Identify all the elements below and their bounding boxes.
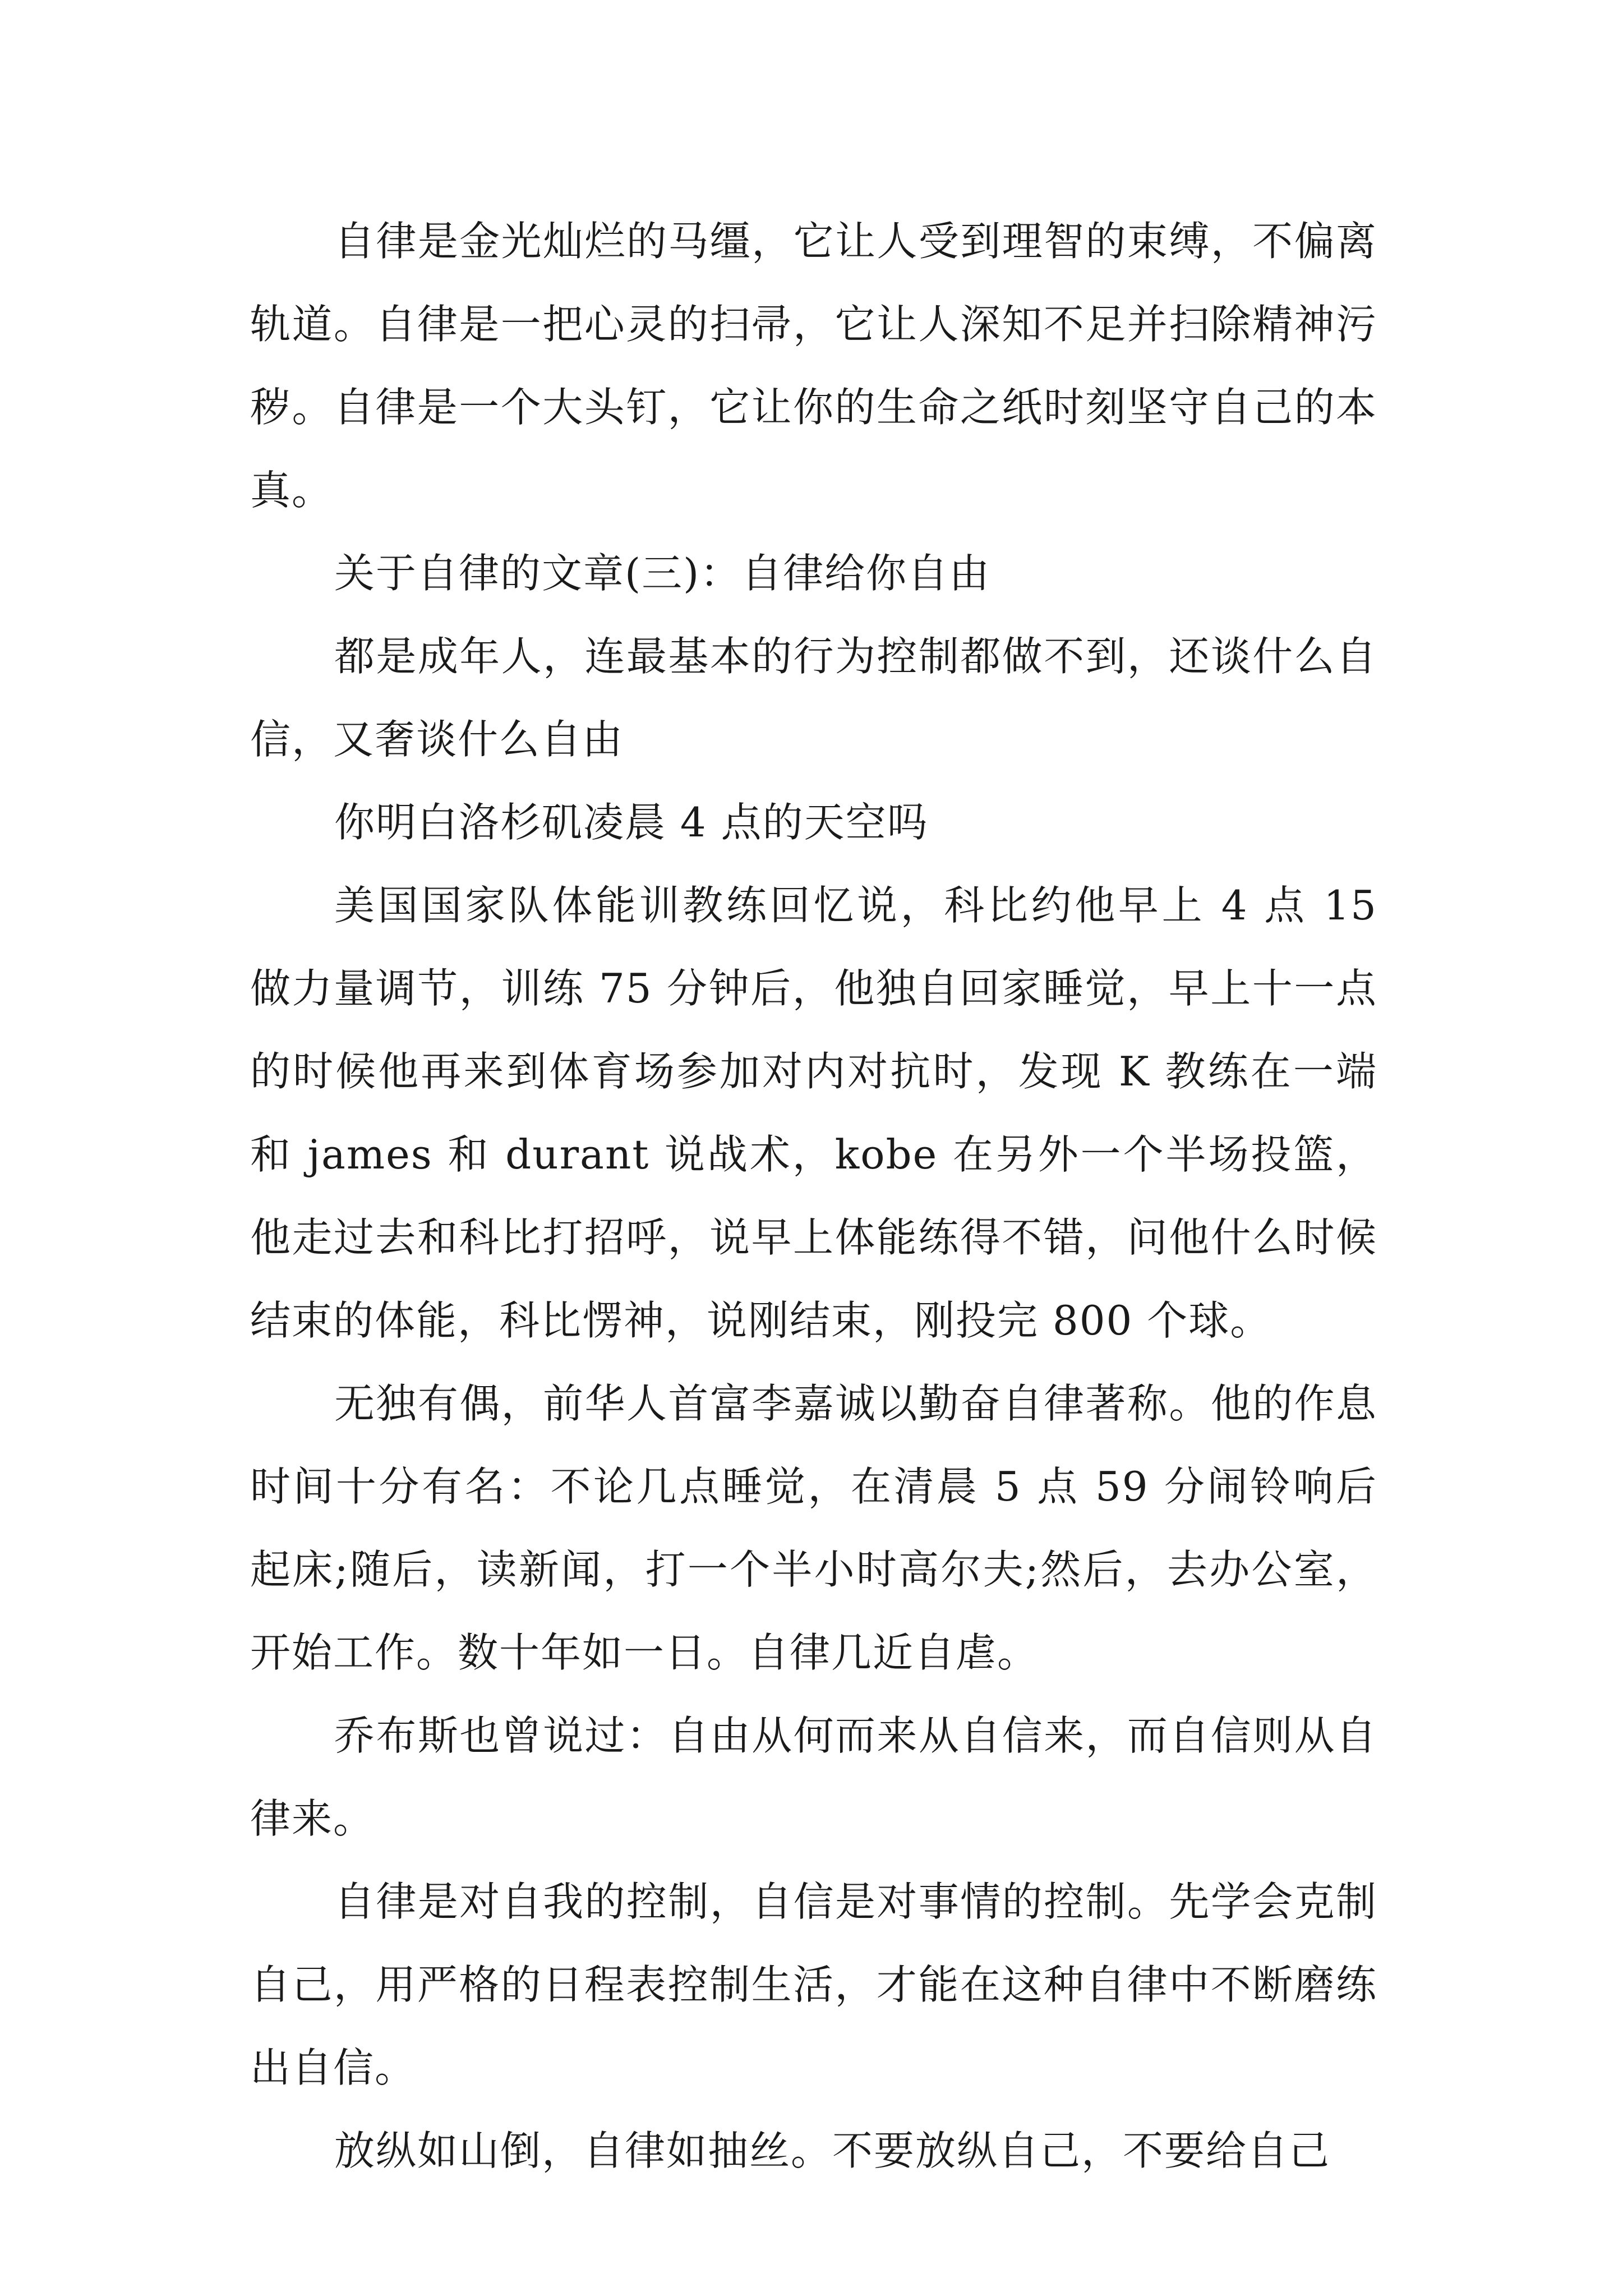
paragraph-indulgence: 放纵如山倒，自律如抽丝。不要放纵自己，不要给自己: [334, 2127, 1331, 2174]
document-body: [250, 200, 1377, 2192]
section-heading: 关于自律的文章(三)：自律给你自由: [334, 550, 991, 597]
paragraph-la-4am: 你明白洛杉矶凌晨 4 点的天空吗: [334, 799, 929, 846]
paragraph-jobs-quote: 乔布斯也曾说过：自由从何而来从自信来，而自信则从自律来。: [250, 1712, 1377, 1842]
paragraph-adults-control: 都是成年人，连最基本的行为控制都做不到，还谈什么自信，又奢谈什么自由: [250, 633, 1377, 763]
paragraph-control: 自律是对自我的控制，自信是对事情的控制。先学会克制自己，用严格的日程表控制生活，才能在这种自律中不断磨练出自信。: [250, 1878, 1377, 2091]
paragraph-kobe-story: 美国国家队体能训教练回忆说，科比约他早上 4 点 15 做力量调节，训练 75 分钟后，他独自回家睡觉，早上十一点的时候他再来到体育场参加对内对抗时，发现 K 教练在一端和 james 和 durant 说战术，kobe 在另外一个半场投篮，他走过去和科比打招呼，说早上体能练得不错，问他什么时候结束的体能，科比愣神，说刚结束，刚投完 800 个球。: [250, 882, 1377, 1344]
paragraph-self-discipline-metaphors: 自律是金光灿烂的马缰，它让人受到理智的束缚，不偏离轨道。自律是一把心灵的扫帚，它让人深知不足并扫除精神污秽。自律是一个大头钉，它让你的生命之纸时刻坚守自己的本真。: [250, 218, 1377, 514]
paragraph-li-ka-shing: 无独有偶，前华人首富李嘉诚以勤奋自律著称。他的作息时间十分有名：不论几点睡觉，在清晨 5 点 59 分闹铃响后起床;随后，读新闻，打一个半小时高尔夫;然后，去办公室，开始工作。数十年如一日。自律几近自虐。: [250, 1380, 1377, 1676]
